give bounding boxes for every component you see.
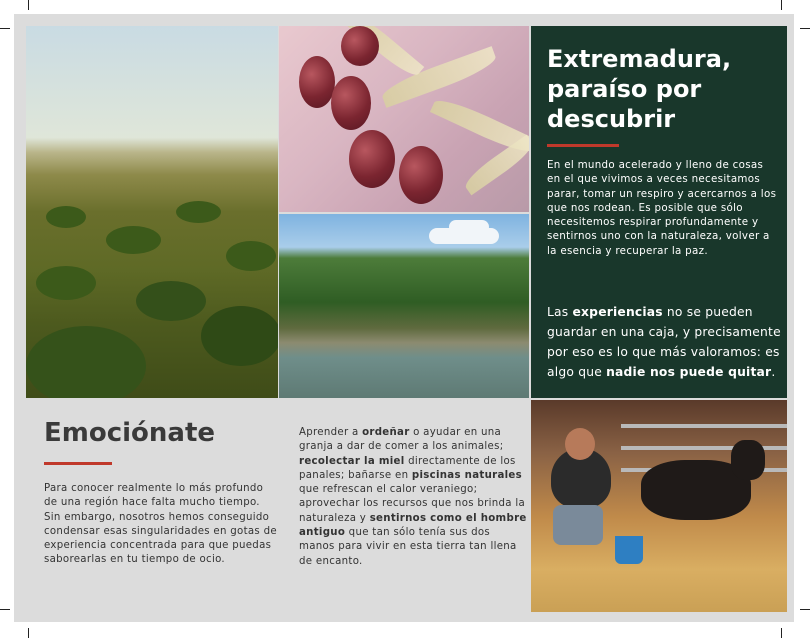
title-line: Extremadura, [547, 45, 732, 73]
intro-panel [531, 26, 787, 398]
crop-mark [800, 609, 810, 610]
experiences-quote [547, 302, 783, 382]
exp-text: que tan sólo tenía sus dos manos para vivir en esta tierra tan llena de encanto. [299, 527, 517, 567]
olive-branch-photo [279, 26, 529, 212]
dehesa-landscape-photo [26, 26, 278, 398]
exp-text: directamente de los panales; bañarse en [299, 455, 516, 481]
crop-mark [800, 28, 810, 29]
natural-pool-photo [279, 214, 529, 398]
crop-mark [28, 0, 29, 10]
exp-bold: ordeñar [362, 427, 410, 438]
exp-text: que refrescan el calor veraniego; aprovechar los recursos que nos brinda la naturaleza y [299, 484, 526, 524]
quote-text: . [771, 365, 776, 379]
exp-bold: sentirnos como el hombre antiguo [299, 512, 527, 539]
exp-bold: piscinas naturales [411, 469, 522, 481]
experiences-text [299, 426, 527, 569]
intro-text: En el mundo acelerado y lleno de cosas en el que vivimos a veces necesitamos parar, tomar un respiro y acercarnos a los que nos rodean. Es posible que sólo necesitemos respirar profundamente y sentirnos uno con la naturaleza, volver a la esencia y recuperar la paz. [547, 159, 777, 257]
exp-bold: recolectar la miel [299, 455, 405, 467]
crop-mark [781, 0, 782, 10]
exp-text: o ayudar en una granja a dar de comer a los animales; [299, 427, 504, 453]
title-line: descubrir [547, 105, 676, 133]
quote-bold: experiencias [572, 305, 663, 319]
title-underline [547, 144, 619, 147]
section-title: Emociónate [44, 418, 216, 448]
quote-text: Las [547, 305, 573, 319]
brochure-page [14, 14, 794, 622]
quote-bold: nadie nos puede quitar [606, 365, 772, 379]
title-line: paraíso por [547, 75, 702, 103]
quote-text: no se pueden guardar en una caja, y precisamente por eso es lo que más valoramos: es algo que [547, 305, 781, 379]
page-title [547, 44, 777, 134]
goat-milking-photo [531, 400, 787, 612]
section-text: Para conocer realmente lo más profundo de una región hace falta mucho tiempo. Sin embargo, nosotros hemos conseguido condensar esas singularidades en gotas de experiencia concentrada para que puedas saborearlas en tu tiempo de ocio. [44, 483, 277, 566]
exp-text: Aprender a [299, 427, 363, 438]
crop-mark [781, 628, 782, 638]
crop-mark [0, 28, 10, 29]
section-underline [44, 462, 112, 465]
crop-mark [28, 628, 29, 638]
crop-mark [0, 609, 10, 610]
